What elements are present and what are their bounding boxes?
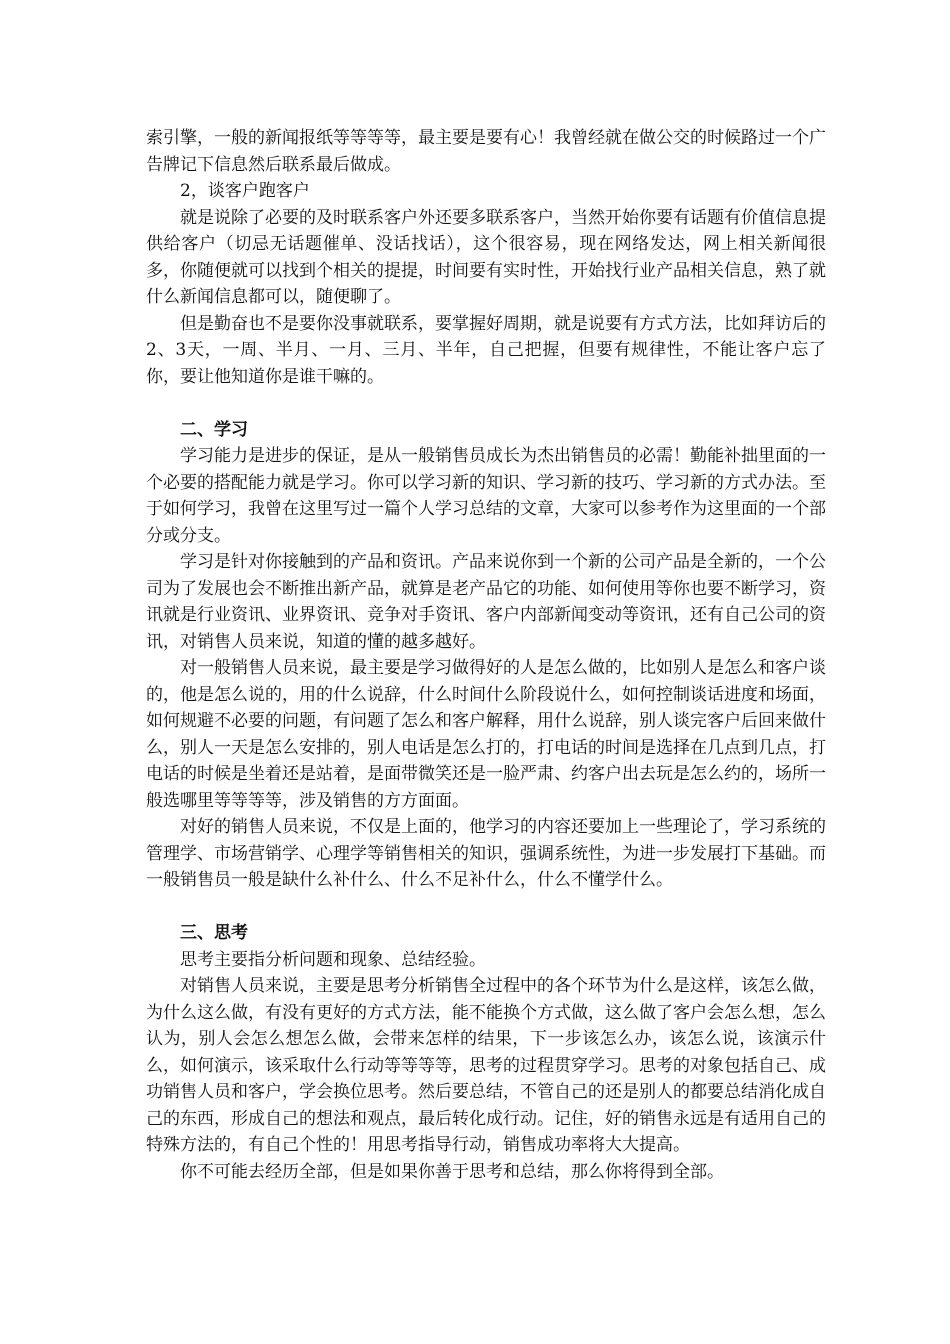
paragraph-contact-cycle: 但是勤奋也不是要你没事就联系，要掌握好周期，就是说要有方式方法，比如拜访后的2、3天，一周、半月、一月、三月、半年，自己把握，但要有规律性，不能让客户忘了你，要让他知道你是谁干嘛的。 [146,313,826,387]
document-body [146,125,826,1185]
paragraph-thinking-process: 对销售人员来说，主要是思考分析销售全过程中的各个环节为什么是这样，该怎么做，为什么这么做，有没有更好的方式方法，能不能换个方式做，这么做了客户会怎么想，怎么认为，别人会怎么想怎么做，会带来怎样的结果，下一步该怎么办，该怎么说，该演示什么，如何演示，该采取什么行动等等等等，思考的过程贯穿学习。思考的对象包括自己、成功销售人员和客户，学会换位思考。然后要总结，不管自己的还是别人的都要总结消化成自己的东西，形成自己的想法和观点，最后转化成行动。记住，好的销售永远是有适用自己的特殊方法的，有自己个性的！用思考指导行动，销售成功率将大大提高。 [146,976,826,1155]
paragraph-contact-clients: 就是说除了必要的及时联系客户外还要多联系客户，当然开始你要有话题有价值信息提供给客户（切忌无话题催单、没话找话），这个很容易，现在网络发达，网上相关新闻很多，你随便就可以找到个相关的提提，时间要有实时性，开始找行业产品相关信息，熟了就什么新闻信息都可以，随便聊了。 [146,207,826,307]
paragraph-learning-from-others: 对一般销售人员来说，最主要是学习做得好的人是怎么做的，比如别人是怎么和客户谈的，他是怎么说的，用的什么说辞，什么时间什么阶段说什么，如何控制谈话进度和场面，如何规避不必要的问题，有问题了怎么和客户解释，用什么说辞，别人谈完客户后回来做什么，别人一天是怎么安排的，别人电话是怎么打的，打电话的时间是选择在几点到几点，打电话的时候是坐着还是站着，是面带微笑还是一脸严肃、约客户出去玩是怎么约的，场所一般选哪里等等等等，涉及销售的方方面面。 [146,658,826,811]
blank-line [146,390,826,417]
paragraph-learning-ability: 学习能力是进步的保证，是从一般销售员成长为杰出销售员的必需！勤能补拙里面的一个必要的搭配能力就是学习。你可以学习新的知识、学习新的技巧、学习新的方式办法。至于如何学习，我曾在这里写过一篇个人学习总结的文章，大家可以参考作为这里面的一个部分或分支。 [146,446,826,546]
paragraph-search-engine: 索引擎，一般的新闻报纸等等等等，最主要是要有心！我曾经就在做公交的时候路过一个广告牌记下信息然后联系最后做成。 [146,128,826,175]
paragraph-thinking-definition: 思考主要指分析问题和现象、总结经验。 [180,949,486,970]
blank-line [146,894,826,921]
paragraph-learning-theory: 对好的销售人员来说，不仅是上面的，他学习的内容还要加上一些理论了，学习系统的管理学、市场营销学、心理学等销售相关的知识，强调系统性，为进一步发展打下基础。而一般销售员一般是缺什么补什么、什么不足补什么，什么不懂学什么。 [146,817,826,890]
paragraph-thinking-conclusion: 你不可能去经历全部，但是如果你善于思考和总结，那么你将得到全部。 [180,1161,724,1182]
subheading-talk-client: 2，谈客户跑客户 [180,181,310,201]
paragraph-learning-products: 学习是针对你接触到的产品和资讯。产品来说你到一个新的公司产品是全新的，一个公司为了发展也会不断推出新产品，就算是老产品它的功能、如何使用等你也要不断学习，资讯就是行业资讯、业界资讯、竞争对手资讯、客户内部新闻变动等资讯，还有自己公司的资讯，对销售人员来说，知道的懂的越多越好。 [146,552,826,652]
section-heading-thinking: 三、思考 [180,923,248,943]
section-heading-learning: 二、学习 [180,419,248,440]
